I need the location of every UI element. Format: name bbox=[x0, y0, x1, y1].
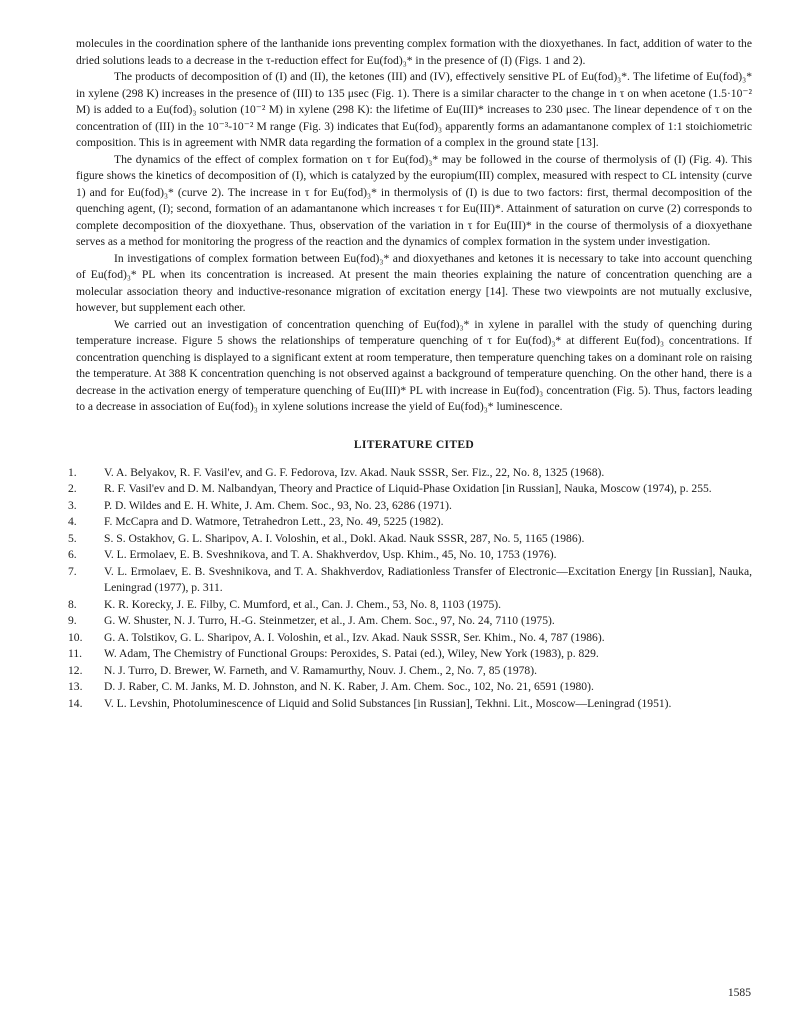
reference-list bbox=[68, 465, 752, 713]
reference-item bbox=[68, 663, 752, 680]
paragraph-continuation: molecules in the coordination sphere of the lanthanide ions preventing complex formation with the dioxyethanes. In fact, addition of water to the dried solutions leads to a decrease in the τ-reduction effect for Eu(fod)₃* in the presence of (I) (Figs. 1 and 2). bbox=[76, 37, 752, 67]
reference-text: V. L. Levshin, Photoluminescence of Liquid and Solid Substances [in Russian], Tekhni. Lit., Moscow—Leningrad (1951). bbox=[104, 696, 672, 710]
reference-item bbox=[68, 465, 752, 482]
paragraph-concentration-quenching: In investigations of complex formation between Eu(fod)₃* and dioxyethanes and ketones it is necessary to take into account quenching of Eu(fod)₃* PL when its concentration is increased. At present the main theories explaining the nature of concentration quenching are a molecular association theory and inductive-resonance migration of excitation energy [14]. These two viewpoints are not mutually exclusive, however, but supplement each other. bbox=[76, 251, 752, 314]
reference-text: V. L. Ermolaev, E. B. Sveshnikova, and T. A. Shakhverdov, Radiationless Transfer of Electronic—Excitation Energy [in Russian], Nauka, Leningrad (1977), p. 311. bbox=[104, 564, 752, 594]
reference-number: 1. bbox=[68, 465, 77, 479]
reference-text: K. R. Korecky, J. E. Filby, C. Mumford, et al., Can. J. Chem., 53, No. 8, 1103 (1975). bbox=[104, 597, 502, 611]
reference-number: 10. bbox=[68, 630, 83, 644]
reference-text: W. Adam, The Chemistry of Functional Groups: Peroxides, S. Patai (ed.), Wiley, New York (1983), p. 829. bbox=[104, 647, 599, 660]
literature-cited-heading: LITERATURE CITED bbox=[353, 437, 475, 451]
reference-number: 2. bbox=[68, 482, 77, 495]
reference-number: 4. bbox=[68, 515, 77, 528]
paragraph-temperature-quenching: We carried out an investigation of concentration quenching of Eu(fod)₃* in xylene in parallel with the study of quenching during temperature increase. Figure 5 shows the relationships of temperature quenching of τ for Eu(fod)₃* at different Eu(fod)₃ concentrations. If concentration quenching is displayed to a significant extent at room temperature, then temperature quenching takes on a dominant role on raising the temperature. At 388 K concentration quenching is not observed against a background of temperature quenching. On the other hand, there is a decrease in the activation energy of temperature quenching of Eu(III)* PL with increase in Eu(fod)₃ concentration (Fig. 5). Thus, factors leading to a decrease in association of Eu(fod)₃ in xylene solutions increase the yield of Eu(fod)₃* luminescence. bbox=[76, 317, 752, 413]
reference-number: 14. bbox=[68, 696, 83, 710]
reference-number: 12. bbox=[68, 663, 83, 677]
reference-text: S. S. Ostakhov, G. L. Sharipov, A. I. Voloshin, et al., Dokl. Akad. Nauk SSSR, 287, No. 5, 1165 (1986). bbox=[104, 531, 585, 545]
reference-number: 8. bbox=[68, 597, 77, 611]
reference-number: 7. bbox=[68, 564, 77, 578]
page-number: 1585 bbox=[727, 986, 751, 999]
reference-text: N. J. Turro, D. Brewer, W. Farneth, and V. Ramamurthy, Nouv. J. Chem., 2, No. 7, 85 (1978). bbox=[104, 663, 537, 677]
reference-text: R. F. Vasil'ev and D. M. Nalbandyan, Theory and Practice of Liquid-Phase Oxidation [in Russian], Nauka, Moscow (1974), p. 255. bbox=[104, 482, 712, 495]
reference-item bbox=[68, 531, 752, 548]
reference-number: 6. bbox=[68, 548, 77, 561]
reference-item bbox=[68, 597, 752, 614]
reference-text: G. A. Tolstikov, G. L. Sharipov, A. I. Voloshin, et al., Izv. Akad. Nauk SSSR, Ser. Khim., No. 4, 787 (1986). bbox=[104, 630, 605, 644]
reference-number: 13. bbox=[68, 680, 83, 693]
reference-text: P. D. Wildes and E. H. White, J. Am. Chem. Soc., 93, No. 23, 6286 (1971). bbox=[104, 498, 452, 512]
reference-item bbox=[68, 547, 752, 564]
reference-text: D. J. Raber, C. M. Janks, M. D. Johnston, and N. K. Raber, J. Am. Chem. Soc., 102, No. 21, 6591 (1980). bbox=[104, 680, 594, 693]
reference-item bbox=[68, 564, 752, 597]
reference-item bbox=[68, 630, 752, 647]
reference-item bbox=[68, 613, 752, 630]
reference-item bbox=[68, 696, 752, 713]
reference-item bbox=[68, 646, 752, 663]
reference-number: 3. bbox=[68, 498, 77, 512]
paragraph-dynamics: The dynamics of the effect of complex formation on τ for Eu(fod)₃* may be followed in the course of thermolysis of (I) (Fig. 4). This figure shows the kinetics of decomposition of (I), which is catalyzed by the europium(III) complex, measured with respect to CL intensity (curve 1) and for Eu(fod)₃* (curve 2). The increase in τ for Eu(fod)₃* in thermolysis of (I) is due to two factors: first, thermal decomposition of the quenching agent, (I); second, formation of an adamantanone which increases τ for Eu(III)*. Attainment of saturation on curve (2) corresponds to complete decomposition of the dioxyethane. Thus, observation of the variation in τ for Eu(III)* in the course of thermolysis of a dioxyethane serves as a method for monitoring the progress of the reaction and the dynamics of complex formation in the system under investigation. bbox=[76, 152, 752, 248]
reference-item bbox=[68, 514, 752, 531]
reference-number: 11. bbox=[68, 647, 83, 660]
paragraph-products-decomposition: The products of decomposition of (I) and (II), the ketones (III) and (IV), effectively sensitive PL of Eu(fod)₃*. The lifetime of Eu(fod)₃* in xylene (298 K) increases in the presence of (III) to 135 μsec (Fig. 1). There is a similar character to the change in τ on when acetone (1.5·10⁻² M) is added to a Eu(fod)₃ solution (10⁻² M) in xylene (298 K): the lifetime of Eu(III)* increases to 230 μsec. The linear dependence of τ on the concentration of (III) in the 10⁻³-10⁻² M range (Fig. 3) indicates that Eu(fod)₃ apparently forms an adamantanone complex of 1:1 stoichiometric composition. This is in agreement with NMR data regarding the formation of a complex in the ground state [13]. bbox=[76, 70, 752, 149]
reference-text: G. W. Shuster, N. J. Turro, H.-G. Steinmetzer, et al., J. Am. Chem. Soc., 97, No. 24, 7110 (1975). bbox=[104, 614, 555, 627]
paper-page bbox=[68, 36, 752, 712]
reference-number: 9. bbox=[68, 614, 77, 627]
reference-number: 5. bbox=[68, 531, 77, 545]
reference-text: V. A. Belyakov, R. F. Vasil'ev, and G. F. Fedorova, Izv. Akad. Nauk SSSR, Ser. Fiz., 22, No. 8, 1325 (1968). bbox=[104, 465, 605, 479]
reference-item bbox=[68, 498, 752, 515]
reference-text: F. McCapra and D. Watmore, Tetrahedron Lett., 23, No. 49, 5225 (1982). bbox=[104, 515, 444, 528]
reference-text: V. L. Ermolaev, E. B. Sveshnikova, and T. A. Shakhverdov, Usp. Khim., 45, No. 10, 1753 (1976). bbox=[104, 548, 557, 561]
reference-item bbox=[68, 679, 752, 696]
reference-item bbox=[68, 481, 752, 498]
